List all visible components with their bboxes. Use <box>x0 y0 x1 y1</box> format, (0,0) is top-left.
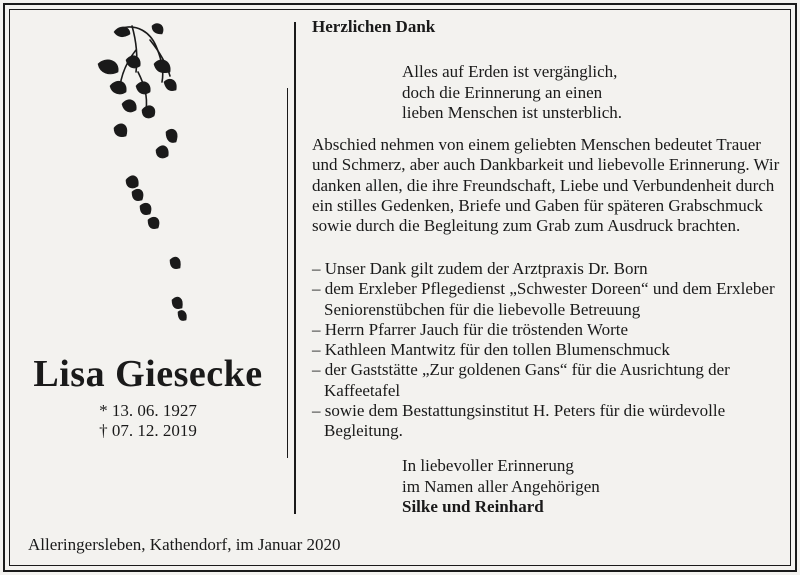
thanks-paragraph <box>312 135 782 236</box>
closing-signature <box>402 456 600 518</box>
signatory-names: Silke und Reinhard <box>402 497 544 516</box>
poem-line: Alles auf Erden ist vergänglich, <box>402 62 618 81</box>
birth-date: * 13. 06. 1927 <box>99 401 197 420</box>
list-item: – dem Erxleber Pflegedienst „Schwester Doreen“ und dem Erxleber Seniorenstübchen für die liebevolle Betreuung <box>312 279 775 319</box>
poem <box>402 62 622 124</box>
place-and-date: Alleringersleben, Kathendorf, im Januar 2020 <box>28 535 341 554</box>
column-divider-thin <box>287 88 288 458</box>
list-item: – Unser Dank gilt zudem der Arztpraxis Dr. Born <box>312 259 648 278</box>
paragraph-line: und Schmerz, aber auch Dankbarkeit und liebevolle Erinnerung. Wir <box>312 155 780 175</box>
list-item: – der Gaststätte „Zur goldenen Gans“ für die Ausrichtung der Kaffeetafel <box>312 360 730 400</box>
column-divider-thick <box>294 22 296 514</box>
list-item: – Kathleen Mantwitz für den tollen Blumenschmuck <box>312 340 670 360</box>
poem-line: lieben Menschen ist unsterblich. <box>402 103 623 122</box>
closing-line: im Namen aller Angehörigen <box>402 476 600 496</box>
death-date: † 07. 12. 2019 <box>99 421 197 440</box>
thanks-heading: Herzlichen Dank <box>312 17 436 36</box>
thanks-list <box>312 259 782 442</box>
list-item: – sowie dem Bestattungsinstitut H. Peters für die würdevolle Begleitung. <box>312 401 726 441</box>
paragraph-line: sowie durch die Begleitung zum Grab zum Ausdruck brachten. <box>312 216 741 236</box>
list-item: – Herrn Pfarrer Jauch für die tröstenden Worte <box>312 319 629 339</box>
closing-line: In liebevoller Erinnerung <box>402 456 574 475</box>
deceased-name: Lisa Giesecke <box>33 353 263 395</box>
paragraph-line: ein stilles Gedenken, Briefe und Gaben für späteren Grabschmuck <box>312 195 763 215</box>
poem-line: doch die Erinnerung an einen <box>402 82 603 102</box>
paragraph-line: danken allen, die ihre Freundschaft, Liebe und Verbundenheit durch <box>312 175 775 195</box>
paragraph-line: Abschied nehmen von einem geliebten Menschen bedeutet Trauer <box>312 135 761 154</box>
falling-leaves-branch-icon <box>92 20 192 330</box>
